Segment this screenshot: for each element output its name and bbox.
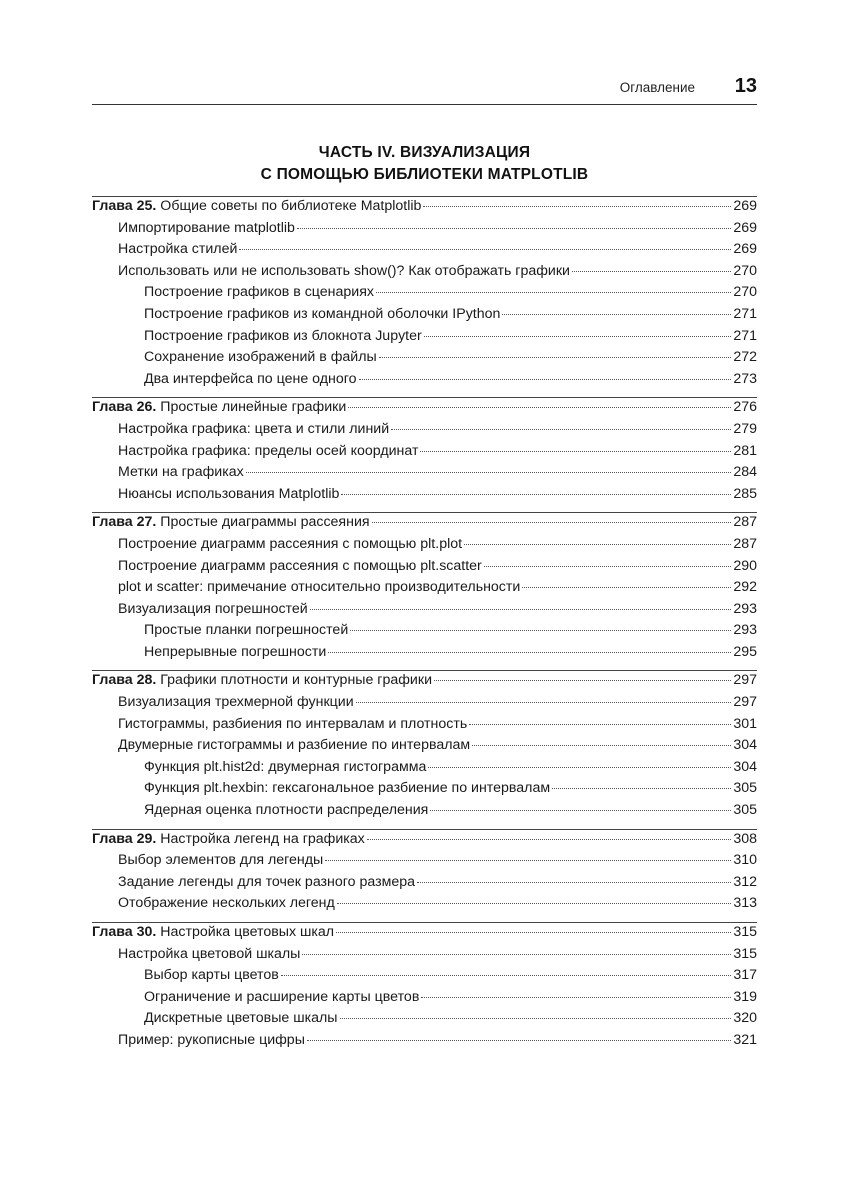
toc-section-entry[interactable] [92, 716, 757, 738]
part-heading-line-1: ЧАСТЬ IV. ВИЗУАЛИЗАЦИЯ [318, 144, 531, 161]
chapter-label [92, 399, 346, 415]
leader-dots [337, 903, 731, 904]
section-title: Оглавление [619, 80, 695, 95]
leader-dots [502, 314, 731, 315]
page-ref: 320 [733, 1010, 757, 1027]
page-ref: 281 [733, 442, 757, 459]
page-ref: 292 [733, 579, 757, 596]
page-ref: 287 [733, 535, 757, 552]
toc-subsection-entry[interactable] [92, 371, 757, 393]
toc-subsection-entry[interactable] [92, 349, 757, 371]
toc-chapter-entry[interactable] [92, 399, 757, 421]
toc-section-entry[interactable] [92, 895, 757, 917]
chapter-label [92, 672, 432, 688]
leader-dots [341, 494, 731, 495]
chapter-prefix: Глава 25. [92, 198, 157, 214]
page-ref: 315 [733, 945, 757, 962]
entry-title: Настройка цветовой шкалы [118, 945, 301, 962]
leader-dots [522, 587, 731, 588]
leader-dots [302, 954, 731, 955]
page-ref: 284 [733, 464, 757, 481]
chapter-block [92, 397, 757, 507]
toc-subsection-entry[interactable] [92, 306, 757, 328]
page-ref: 270 [733, 284, 757, 301]
leader-dots [434, 680, 731, 681]
chapter-block [92, 829, 757, 917]
chapter-prefix: Глава 27. [92, 514, 157, 531]
page-ref: 272 [733, 349, 757, 366]
leader-dots [297, 228, 731, 229]
entry-title: Построение диаграмм рассеяния с помощью plt.plot [118, 535, 463, 552]
entry-title: Нюансы использования Matplotlib [118, 485, 340, 502]
entry-title: Отображение нескольких легенд [118, 895, 335, 912]
chapter-title: Простые диаграммы рассеяния [160, 514, 370, 531]
entry-title: Настройка графика: цвета и стили линий [118, 420, 390, 437]
leader-dots [372, 522, 731, 523]
chapter-block [92, 512, 757, 665]
page-number: 13 [734, 75, 757, 97]
entry-title: Настройка стилей [118, 241, 238, 258]
toc-chapter-entry[interactable] [92, 672, 757, 694]
toc-subsection-entry[interactable] [92, 622, 757, 644]
toc-section-entry[interactable] [92, 558, 757, 580]
toc-section-entry[interactable] [92, 1032, 757, 1054]
page-ref: 310 [733, 852, 757, 869]
chapter-title: Графики плотности и контурные графики [160, 672, 432, 689]
toc-section-entry[interactable] [92, 737, 757, 759]
toc-section-entry[interactable] [92, 579, 757, 601]
leader-dots [424, 336, 731, 337]
toc-section-entry[interactable] [92, 946, 757, 968]
entry-title: Импортирование matplotlib [118, 219, 295, 236]
leader-dots [423, 206, 731, 207]
toc-chapter-entry[interactable] [92, 514, 757, 536]
leader-dots [239, 249, 731, 250]
page-ref: 315 [733, 924, 757, 940]
leader-dots [417, 882, 731, 883]
entry-title: plot и scatter: примечание относительно производительности [118, 579, 521, 596]
toc-section-entry[interactable] [92, 536, 757, 558]
chapter-block [92, 922, 757, 1054]
chapter-label [92, 831, 365, 847]
entry-title: Построение графиков в сценариях [144, 284, 374, 301]
leader-dots [367, 839, 731, 840]
toc-subsection-entry[interactable] [92, 1010, 757, 1032]
page-ref: 285 [733, 485, 757, 502]
leader-dots [307, 1040, 731, 1041]
page-ref: 305 [733, 802, 757, 819]
page-ref: 279 [733, 420, 757, 437]
entry-title: Построение графиков из блокнота Jupyter [144, 327, 422, 344]
entry-title: Ядерная оценка плотности распределения [144, 802, 429, 819]
leader-dots [391, 429, 731, 430]
chapter-prefix: Глава 26. [92, 399, 157, 416]
leader-dots [325, 860, 731, 861]
page-ref: 301 [733, 715, 757, 732]
entry-title: Дискретные цветовые шкалы [144, 1010, 338, 1027]
leader-dots [340, 1018, 732, 1019]
leader-dots [376, 292, 731, 293]
toc-section-entry[interactable] [92, 601, 757, 623]
page-ref: 269 [733, 241, 757, 258]
chapter-prefix: Глава 28. [92, 672, 157, 689]
page-ref: 312 [733, 873, 757, 890]
leader-dots [484, 566, 731, 567]
page-ref: 270 [733, 262, 757, 279]
entry-title: Построение графиков из командной оболочки IPython [144, 305, 501, 322]
leader-dots [379, 357, 731, 358]
entry-title: Выбор элементов для легенды [118, 852, 324, 869]
leader-dots [469, 724, 731, 725]
leader-dots [348, 407, 731, 408]
leader-dots [472, 745, 731, 746]
entry-title: Визуализация погрешностей [118, 600, 308, 617]
entry-title: Ограничение и расширение карты цветов [144, 988, 420, 1005]
leader-dots [552, 788, 731, 789]
toc-section-entry[interactable] [92, 220, 757, 242]
entry-title: Простые планки погрешностей [144, 622, 349, 639]
leader-dots [310, 609, 731, 610]
chapter-label [92, 924, 334, 940]
part-heading [92, 142, 757, 186]
page-ref: 304 [733, 758, 757, 775]
entry-title: Использовать или не использовать show()? Как отображать графики [118, 262, 570, 279]
toc-section-entry[interactable] [92, 263, 757, 285]
chapter-block [92, 196, 757, 392]
toc-section-entry[interactable] [92, 464, 757, 486]
entry-title: Сохранение изображений в файлы [144, 349, 377, 366]
entry-title: Пример: рукописные цифры [118, 1031, 305, 1048]
page-ref: 273 [733, 370, 757, 387]
chapter-prefix: Глава 29. [92, 830, 157, 847]
leader-dots [464, 544, 731, 545]
toc-subsection-entry[interactable] [92, 759, 757, 781]
entry-title: Построение диаграмм рассеяния с помощью plt.scatter [118, 557, 482, 574]
entry-title: Настройка графика: пределы осей координат [118, 442, 419, 459]
entry-title: Функция plt.hist2d: двумерная гистограмма [144, 758, 427, 775]
running-header [92, 74, 757, 105]
page-ref: 319 [733, 988, 757, 1005]
entry-title: Визуализация трехмерной функции [118, 694, 354, 711]
entry-title: Функция plt.hexbin: гексагональное разбиение по интервалам [144, 780, 551, 797]
page-ref: 271 [733, 327, 757, 344]
leader-dots [430, 810, 731, 811]
leader-dots [350, 630, 731, 631]
entry-title: Задание легенды для точек разного размера [118, 873, 416, 890]
page-ref: 271 [733, 305, 757, 322]
page-ref: 308 [733, 830, 757, 847]
toc-section-entry[interactable] [92, 241, 757, 263]
page-ref: 290 [733, 557, 757, 574]
page-ref: 313 [733, 895, 757, 912]
chapter-block [92, 670, 757, 823]
toc-chapter-entry[interactable] [92, 198, 757, 220]
leader-dots [281, 975, 731, 976]
toc-subsection-entry[interactable] [92, 780, 757, 802]
leader-dots [572, 271, 731, 272]
leader-dots [246, 472, 731, 473]
page-ref: 269 [733, 198, 757, 214]
leader-dots [328, 652, 731, 653]
toc-section-entry[interactable] [92, 421, 757, 443]
leader-dots [420, 451, 731, 452]
leader-dots [359, 379, 732, 380]
page-ref: 297 [733, 694, 757, 711]
entry-title: Выбор карты цветов [144, 967, 279, 984]
toc-subsection-entry[interactable] [92, 328, 757, 350]
chapter-title: Простые линейные графики [160, 399, 347, 416]
entry-title: Двумерные гистограммы и разбиение по интервалам [118, 737, 471, 754]
page-ref: 305 [733, 780, 757, 797]
toc-subsection-entry[interactable] [92, 967, 757, 989]
toc-subsection-entry[interactable] [92, 644, 757, 666]
entry-title: Метки на графиках [118, 464, 244, 481]
entry-title: Гистограммы, разбиения по интервалам и плотность [118, 715, 468, 732]
leader-dots [421, 997, 731, 998]
page-ref: 293 [733, 622, 757, 639]
toc-subsection-entry[interactable] [92, 802, 757, 824]
chapter-title: Настройка цветовых шкал [160, 924, 335, 940]
page-ref: 276 [733, 399, 757, 416]
chapter-label [92, 514, 370, 530]
page-ref: 269 [733, 219, 757, 236]
toc-subsection-entry[interactable] [92, 989, 757, 1011]
page-ref: 293 [733, 600, 757, 617]
toc-chapter-entry[interactable] [92, 924, 757, 946]
part-heading-line-2: С ПОМОЩЬЮ БИБЛИОТЕКИ MATPLOTLIB [260, 166, 589, 183]
page-ref: 317 [733, 967, 757, 984]
toc-subsection-entry[interactable] [92, 284, 757, 306]
page-ref: 297 [733, 672, 757, 689]
toc-section-entry[interactable] [92, 694, 757, 716]
table-of-contents [92, 196, 757, 1059]
entry-title: Два интерфейса по цене одного [144, 370, 357, 387]
toc-section-entry[interactable] [92, 852, 757, 874]
toc-section-entry[interactable] [92, 443, 757, 465]
chapter-prefix: Глава 30. [92, 924, 157, 940]
page-ref: 295 [733, 643, 757, 660]
leader-dots [428, 767, 731, 768]
entry-title: Непрерывные погрешности [144, 643, 327, 660]
leader-dots [356, 702, 731, 703]
page-ref: 321 [733, 1031, 757, 1048]
page-ref: 304 [733, 737, 757, 754]
chapter-label [92, 198, 421, 214]
page-ref: 287 [733, 514, 757, 531]
chapter-title: Общие советы по библиотеке Matplotlib [160, 198, 422, 214]
leader-dots [336, 932, 731, 933]
toc-chapter-entry[interactable] [92, 831, 757, 853]
toc-section-entry[interactable] [92, 874, 757, 896]
toc-section-entry[interactable] [92, 486, 757, 508]
chapter-title: Настройка легенд на графиках [160, 830, 365, 847]
